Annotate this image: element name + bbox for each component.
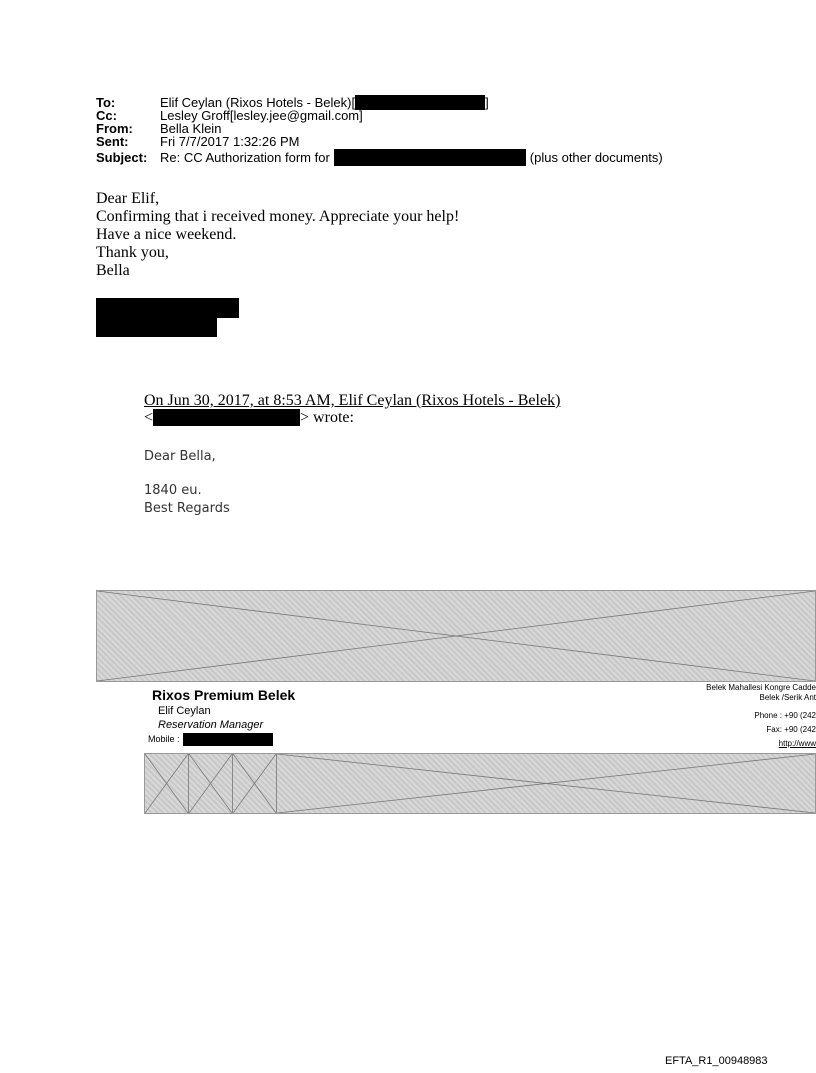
sent-label: Sent: — [96, 134, 129, 149]
cc-value: Lesley Groff[lesley.jee@gmail.com] — [160, 108, 363, 123]
website-link[interactable]: http://www — [778, 739, 816, 748]
redaction-bar — [153, 409, 300, 426]
redaction-bar — [334, 149, 526, 166]
sent-value: Fri 7/7/2017 1:32:26 PM — [160, 134, 300, 149]
broken-image-icon — [145, 754, 188, 813]
broken-image-icon — [97, 591, 815, 681]
social-icon-placeholder — [233, 754, 277, 813]
hotel-name: Rixos Premium Belek — [152, 687, 296, 703]
address-line-1: Belek Mahallesi Kongre Cadde — [706, 683, 816, 692]
broken-image-icon — [233, 754, 276, 813]
document-id: EFTA_R1_00948983 — [665, 1055, 768, 1067]
broken-image-icon — [189, 754, 232, 813]
sent-row — [96, 135, 663, 148]
signature-title: Reservation Manager — [158, 719, 264, 731]
address-line-2: Belek /Serik Ant — [759, 693, 816, 702]
body-line: Dear Elif, — [96, 190, 160, 207]
social-icon-placeholder — [189, 754, 233, 813]
redaction-block — [96, 298, 239, 318]
from-value: Bella Klein — [160, 121, 222, 136]
email-body — [96, 190, 459, 280]
quoted-amount: 1840 eu. — [144, 483, 202, 498]
to-suffix: ] — [485, 95, 489, 110]
cc-label: Cc: — [96, 108, 117, 123]
mobile-label: Mobile : — [148, 734, 180, 744]
body-line: Have a nice weekend. — [96, 226, 237, 243]
quoted-header-line: On Jun 30, 2017, at 8:53 AM, Elif Ceylan (Rixos Hotels - Belek) — [144, 392, 561, 409]
body-line: Confirming that i received money. Appreciate your help! — [96, 208, 460, 225]
signature-name: Elif Ceylan — [158, 705, 211, 717]
social-icon-placeholder — [145, 754, 189, 813]
subject-suffix: (plus other documents) — [529, 150, 663, 165]
quoted-wrote: > wrote: — [300, 409, 354, 426]
quoted-body — [144, 448, 230, 518]
redaction-block — [96, 318, 217, 337]
redaction-bar — [183, 733, 273, 746]
footer-image-placeholder — [144, 753, 816, 814]
signature-block — [148, 686, 296, 746]
to-label: To: — [96, 95, 116, 110]
banner-image-placeholder — [96, 590, 816, 682]
redaction-bar — [355, 95, 485, 110]
from-label: From: — [96, 121, 133, 136]
body-line: Thank you, — [96, 244, 169, 261]
mobile-row — [144, 732, 295, 746]
subject-prefix: Re: CC Authorization form for — [160, 150, 330, 165]
fax: Fax: +90 (242 — [766, 725, 816, 734]
quoted-greeting: Dear Bella, — [144, 449, 216, 464]
body-line: Bella — [96, 262, 130, 279]
quoted-header — [144, 392, 560, 426]
to-value: Elif Ceylan (Rixos Hotels - Belek)[ — [160, 95, 356, 110]
signature-contact — [660, 683, 816, 751]
phone: Phone : +90 (242 — [754, 711, 816, 720]
subject-label: Subject: — [96, 150, 148, 165]
footer-banner-placeholder — [277, 754, 815, 813]
quoted-open-bracket: < — [144, 409, 154, 426]
quoted-closing: Best Regards — [144, 501, 230, 516]
email-header — [96, 96, 663, 164]
subject-row — [96, 151, 663, 164]
broken-image-icon — [277, 754, 815, 813]
